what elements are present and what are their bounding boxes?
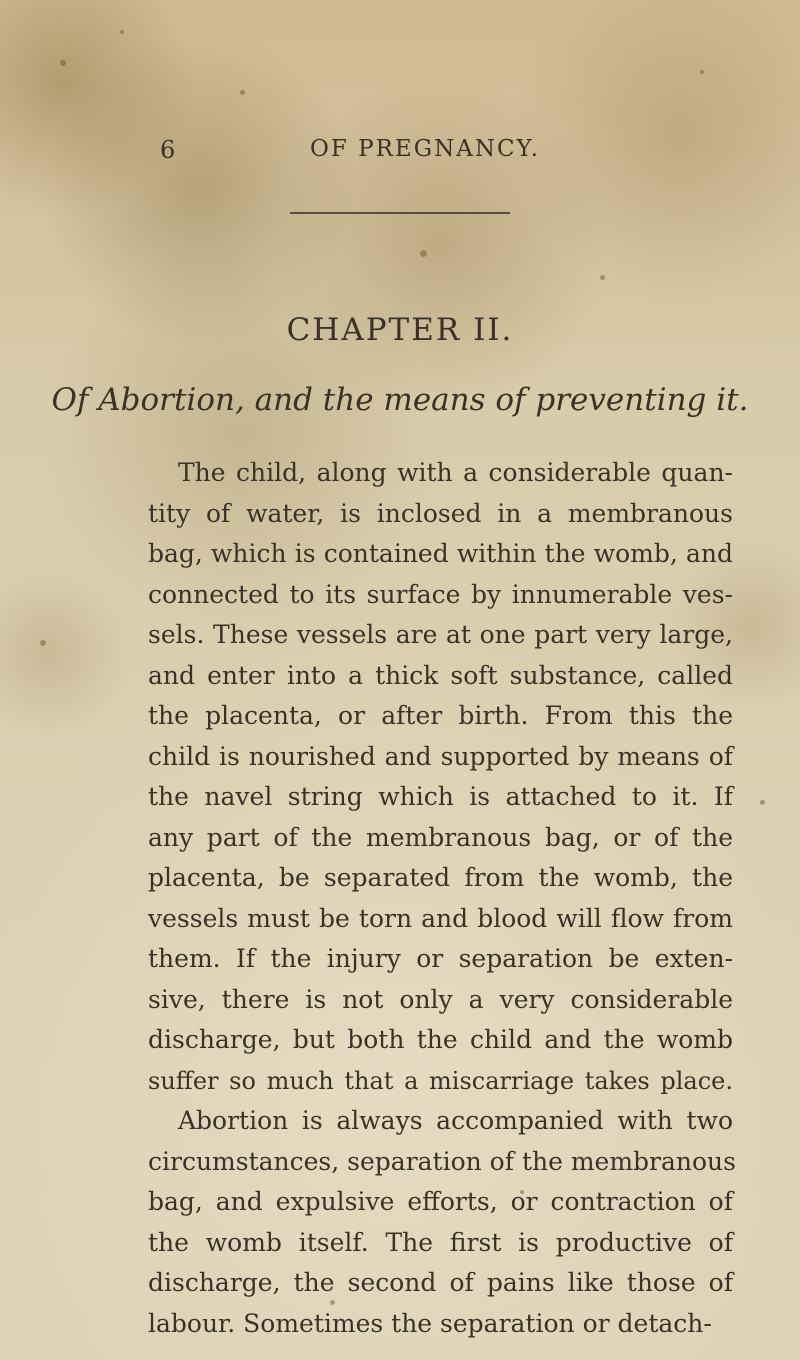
text-line: connected to its surface by innumerable ves- xyxy=(148,579,733,609)
text-line: labour. Sometimes the separation or detach- xyxy=(148,1308,712,1338)
text-line: child is nourished and supported by means of xyxy=(148,741,733,771)
text-line: them. If the injury or separation be exten- xyxy=(148,944,733,973)
text-line: vessels must be torn and blood will flow from xyxy=(148,903,733,933)
foxing-spot xyxy=(240,90,245,95)
section-rule xyxy=(290,212,510,214)
text-line: discharge, the second of pains like those of xyxy=(148,1268,733,1297)
foxing-spot xyxy=(60,60,66,66)
running-head xyxy=(160,136,720,166)
text-line: the womb itself. The first is productive of xyxy=(148,1227,733,1257)
text-line: and enter into a thick soft substance, called xyxy=(148,660,733,690)
text-line: The child, along with a considerable quan- xyxy=(178,458,733,487)
text-line: Abortion is always accompanied with two xyxy=(178,1106,733,1135)
text-line: bag, which is contained within the womb, and xyxy=(148,539,733,568)
page-number: 6 xyxy=(160,136,177,164)
text-line: discharge, but both the child and the womb xyxy=(148,1025,733,1054)
text-line: circumstances, separation of the membranous xyxy=(148,1146,736,1176)
text-line: any part of the membranous bag, or of the xyxy=(148,822,733,852)
running-title: OF PREGNANCY. xyxy=(310,136,541,162)
foxing-spot xyxy=(760,800,765,805)
foxing-spot xyxy=(600,275,605,280)
body-text xyxy=(148,453,736,1344)
text-line: sive, there is not only a very considerable xyxy=(148,984,733,1014)
text-line: placenta, be separated from the womb, the xyxy=(148,863,733,892)
text-line: the placenta, or after birth. From this the xyxy=(148,701,733,730)
text-line: suffer so much that a miscarriage takes place. xyxy=(148,1066,733,1095)
text-line: tity of water, is inclosed in a membranous xyxy=(148,498,733,528)
foxing-spot xyxy=(120,30,124,34)
text-line: the navel string which is attached to it. If xyxy=(148,782,733,811)
chapter-subtitle: Of Abortion, and the means of preventing it. xyxy=(51,382,749,418)
foxing-spot xyxy=(40,640,46,646)
foxing-spot xyxy=(420,250,427,257)
foxing-spot xyxy=(700,70,704,74)
chapter-heading: CHAPTER II. xyxy=(286,312,514,348)
text-line: sels. These vessels are at one part very large, xyxy=(148,620,733,649)
text-line: bag, and expulsive efforts, or contraction of xyxy=(148,1187,733,1216)
